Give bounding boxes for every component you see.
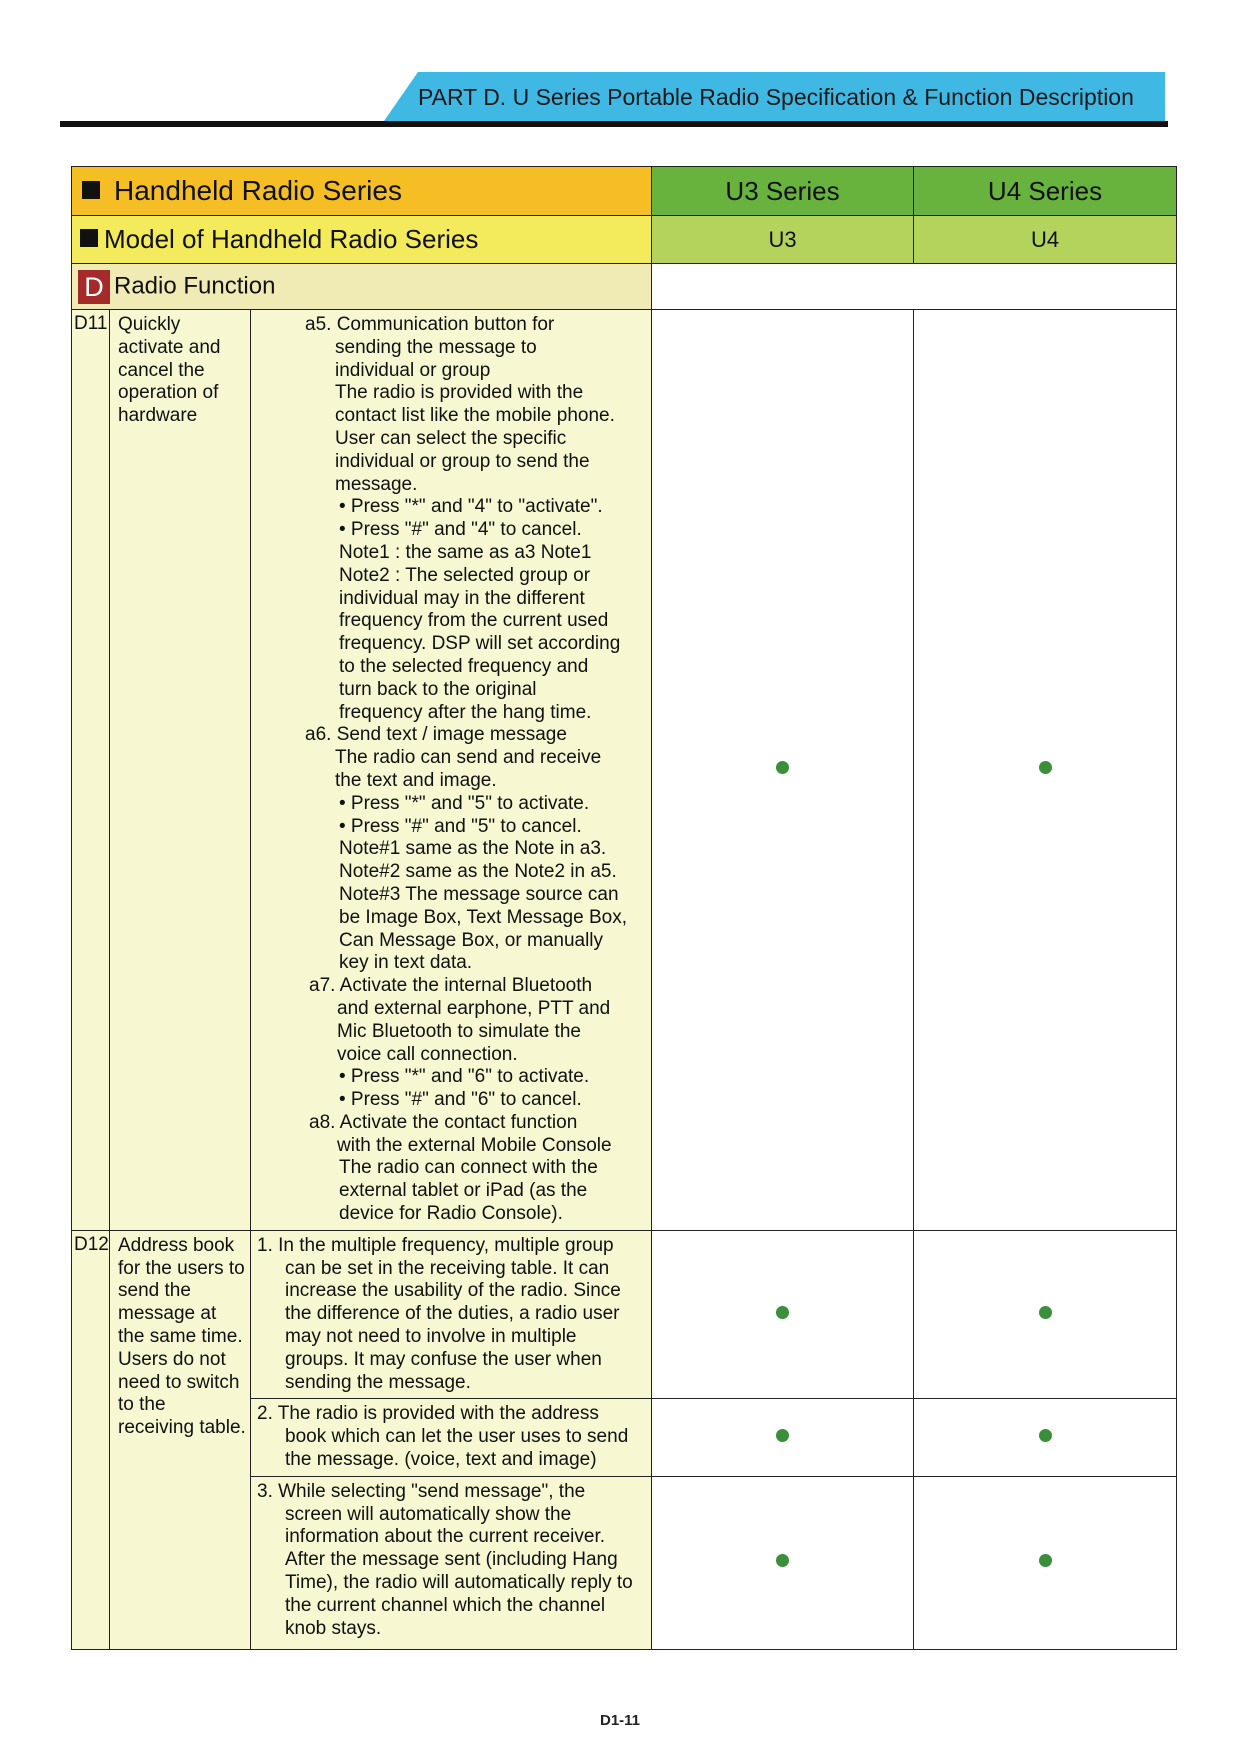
row-topic: Quickly activate and cancel the operation of hardware xyxy=(110,310,251,1231)
section-title: Radio Function xyxy=(114,271,276,299)
desc-line: Note#2 same as the Note2 in a5. xyxy=(339,861,617,883)
desc-line: Note1 : the same as a3 Note1 xyxy=(339,541,592,563)
u3-support-cell xyxy=(652,1230,914,1399)
model-u4-header: U4 xyxy=(914,216,1177,264)
square-bullet-icon xyxy=(80,229,98,247)
desc-line: external tablet or iPad (as the xyxy=(339,1180,588,1202)
square-bullet-icon xyxy=(82,181,100,199)
page-header-title: PART D. U Series Portable Radio Specification & Function Description xyxy=(418,84,1134,110)
desc-line: sending the message to xyxy=(335,336,537,358)
supported-dot-icon xyxy=(1039,761,1052,774)
row-description xyxy=(251,310,652,1231)
series-u3-header: U3 Series xyxy=(652,167,914,216)
series-label: Handheld Radio Series xyxy=(114,175,402,206)
desc-line: key in text data. xyxy=(339,952,473,974)
desc-line: a5. Communication button for xyxy=(305,314,555,335)
model-header-row xyxy=(72,216,1177,264)
desc-line: the text and image. xyxy=(335,769,497,791)
supported-dot-icon xyxy=(776,761,789,774)
section-header-row xyxy=(72,264,1177,310)
desc-line: and external earphone, PTT and xyxy=(337,997,611,1019)
table-row-d11 xyxy=(72,310,1177,1231)
desc-line: a7. Activate the internal Bluetooth xyxy=(309,975,593,997)
desc-line: The radio is provided with the xyxy=(335,382,584,404)
u3-support-cell xyxy=(652,1476,914,1649)
series-u4-header: U4 Series xyxy=(914,167,1177,216)
section-blank-cell xyxy=(652,264,1177,310)
desc-line: frequency from the current used xyxy=(339,610,609,632)
model-u3-header: U3 xyxy=(652,216,914,264)
desc-line: to the selected frequency and xyxy=(339,655,589,677)
desc-line: voice call connection. xyxy=(337,1043,518,1065)
desc-line: Note2 : The selected group or xyxy=(339,564,591,586)
desc-line: individual or group xyxy=(335,359,491,381)
section-title-cell xyxy=(72,264,652,310)
desc-line: message. xyxy=(335,473,418,495)
desc-line: individual may in the different xyxy=(339,587,585,609)
model-label-cell xyxy=(72,216,652,264)
desc-line: • Press "#" and "5" to cancel. xyxy=(339,815,582,837)
desc-line: be Image Box, Text Message Box, xyxy=(339,906,627,928)
supported-dot-icon xyxy=(1039,1554,1052,1567)
desc-line: Can Message Box, or manually xyxy=(339,929,604,951)
row-description xyxy=(251,1399,652,1476)
u4-support-cell xyxy=(914,1230,1177,1399)
section-badge: D xyxy=(78,270,110,304)
desc-line: Note#3 The message source can xyxy=(339,883,619,905)
u3-support-cell xyxy=(652,310,914,1231)
header-rule xyxy=(60,121,1168,127)
row-code: D11 xyxy=(72,310,110,1231)
series-header-row xyxy=(72,167,1177,216)
desc-line: Mic Bluetooth to simulate the xyxy=(337,1020,581,1042)
u4-support-cell xyxy=(914,1476,1177,1649)
desc-line: a8. Activate the contact function xyxy=(309,1111,578,1133)
row-description xyxy=(251,1230,652,1399)
u4-support-cell xyxy=(914,1399,1177,1476)
supported-dot-icon xyxy=(776,1306,789,1319)
u4-support-cell xyxy=(914,310,1177,1231)
desc-item: 2. The radio is provided with the address book which can let the user uses to send the message. (voice, text and image) xyxy=(257,1403,629,1471)
desc-item: 1. In the multiple frequency, multiple group can be set in the receiving table. It can increase the usability of the radio. Since the difference of the duties, a radio user may not need to involve in multiple groups. It may confuse the user when sending the message. xyxy=(257,1234,621,1393)
supported-dot-icon xyxy=(776,1429,789,1442)
desc-line: with the external Mobile Console xyxy=(337,1134,612,1156)
desc-item: 3. While selecting "send message", the screen will automatically show the information about the current receiver. After the message sent (including Hang Time), the radio will automatically reply to the current channel which the channel knob stays. xyxy=(257,1480,633,1639)
series-label-cell xyxy=(72,167,652,216)
desc-line: • Press "*" and "4" to "activate". xyxy=(339,496,603,518)
page-number: D1-11 xyxy=(599,1712,641,1729)
desc-line: turn back to the original xyxy=(339,678,537,700)
row-topic: Address book for the users to send the message at the same time. Users do not need to switch to the receiving table. xyxy=(110,1230,251,1649)
desc-line: a6. Send text / image message xyxy=(305,724,567,746)
desc-line: • Press "*" and "6" to activate. xyxy=(339,1066,590,1088)
desc-line: contact list like the mobile phone. xyxy=(335,405,615,427)
desc-line: User can select the specific xyxy=(335,427,567,449)
desc-line: The radio can connect with the xyxy=(339,1157,598,1179)
desc-line: individual or group to send the xyxy=(335,450,590,472)
desc-line: • Press "*" and "5" to activate. xyxy=(339,792,590,814)
desc-line: • Press "#" and "4" to cancel. xyxy=(339,519,582,541)
row-code: D12 xyxy=(72,1230,110,1649)
desc-line: • Press "#" and "6" to cancel. xyxy=(339,1089,582,1111)
desc-line: frequency. DSP will set according xyxy=(339,633,621,655)
u3-support-cell xyxy=(652,1399,914,1476)
row-description xyxy=(251,1476,652,1649)
desc-line: device for Radio Console). xyxy=(339,1203,563,1225)
table-row-d12-1 xyxy=(72,1230,1177,1399)
supported-dot-icon xyxy=(1039,1429,1052,1442)
desc-line: The radio can send and receive xyxy=(335,747,602,769)
model-label: Model of Handheld Radio Series xyxy=(104,224,479,254)
desc-line: frequency after the hang time. xyxy=(339,701,592,723)
supported-dot-icon xyxy=(1039,1306,1052,1319)
spec-table xyxy=(71,166,1177,1650)
desc-line: Note#1 same as the Note in a3. xyxy=(339,838,607,860)
supported-dot-icon xyxy=(776,1554,789,1567)
